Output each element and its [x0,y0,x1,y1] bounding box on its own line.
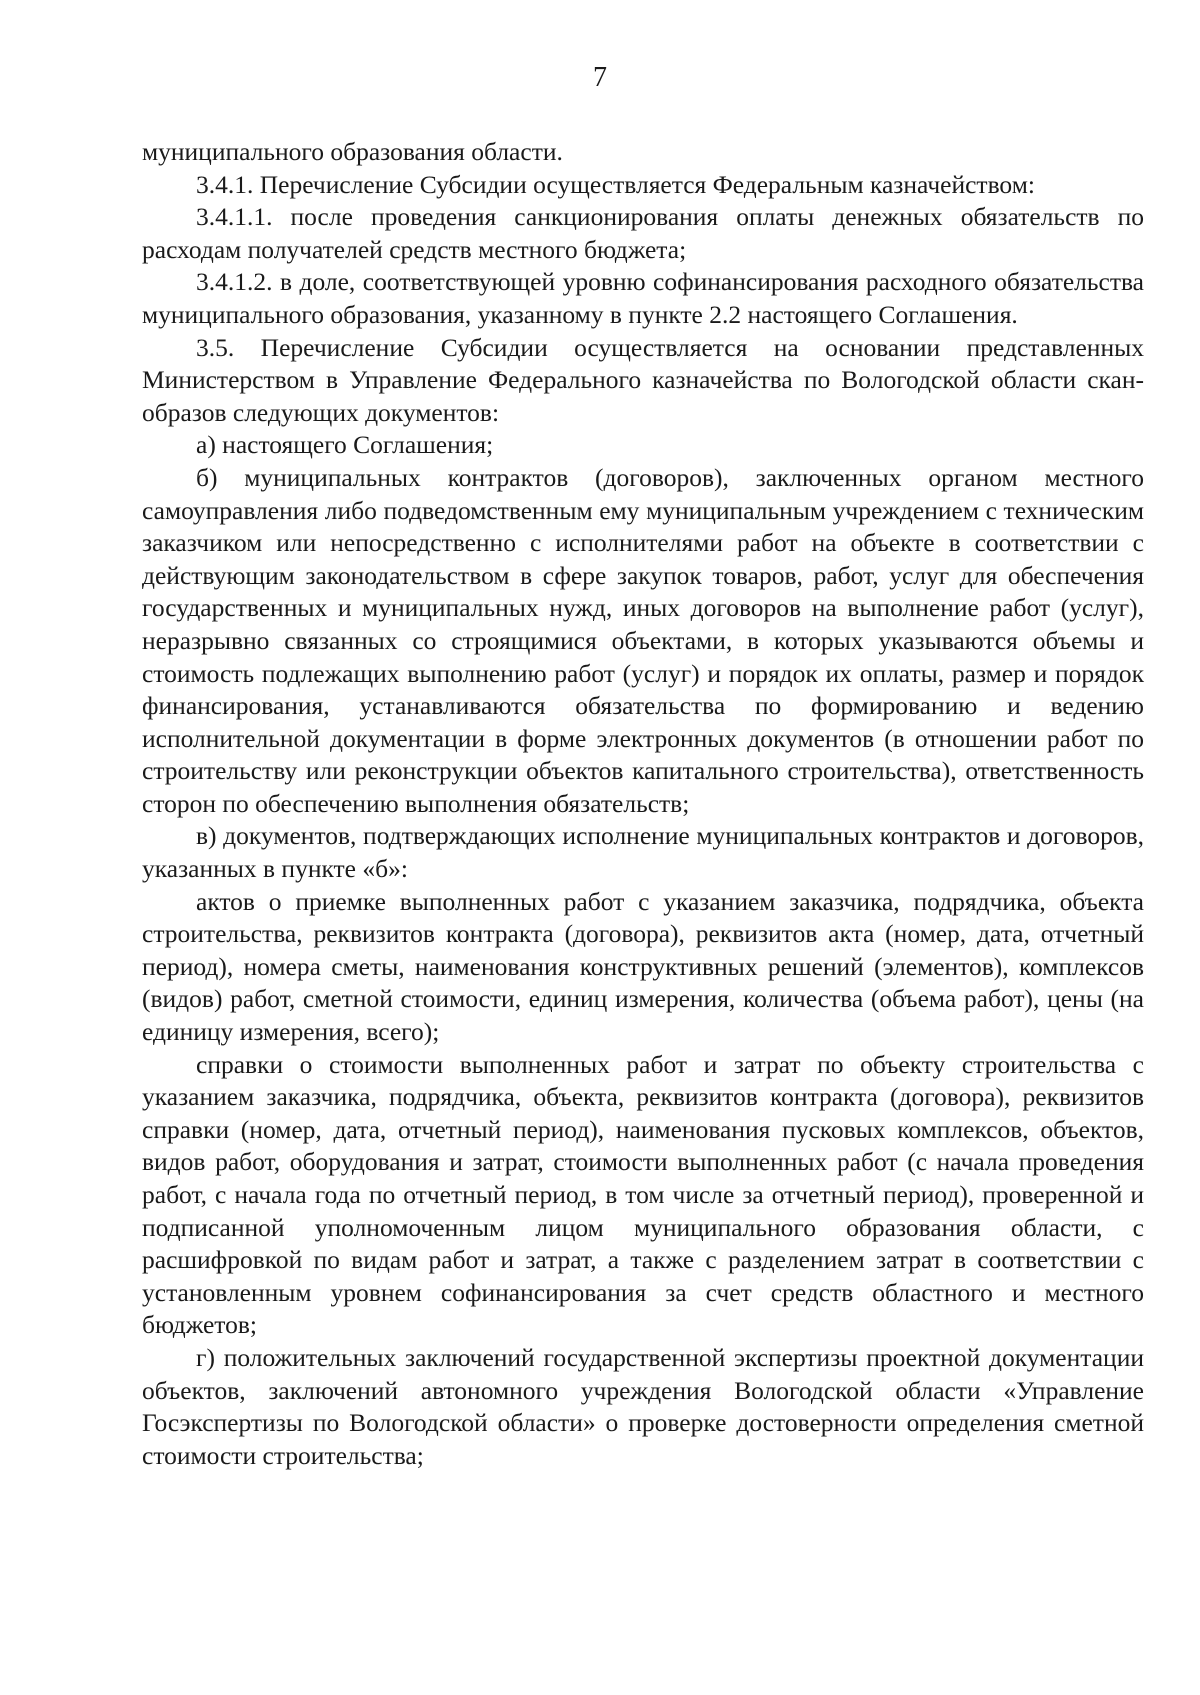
document-body [142,136,1144,1472]
list-item-v: в) документов, подтверждающих исполнение муниципальных контрактов и договоров, указанных в пункте «б»: [142,821,1144,884]
paragraph-3-4-1: 3.4.1. Перечисление Субсидии осуществляется Федеральным казначейством: [196,169,1035,199]
paragraph-3-4-1-1: 3.4.1.1. после проведения санкционирования оплаты денежных обязательств по расходам получателей средств местного бюджета; [142,202,1144,264]
list-item-b: б) муниципальных контрактов (договоров), заключенных органом местного самоуправления либо подведомственным ему муниципальным учреждением с техническим заказчиком или непосредственно с исполнителями работ на объекте в соответствии с действующим законодательством в сфере закупок товаров, работ, услуг для обеспечения государственных и муниципальных нужд, иных договоров на выполнение работ (услуг), неразрывно связанных со строящимися объектами, в которых указываются объемы и стоимость подлежащих выполнению работ (услуг) и порядок их оплаты, размер и порядок финансирования, устанавливаются обязательства по формированию и ведению исполнительной документации в форме электронных документов (в отношении работ по строительству или реконструкции объектов капитального строительства), ответственность сторон по обеспечению выполнения обязательств; [142,462,1144,818]
page-number: 7 [593,62,607,93]
list-item-a: а) настоящего Соглашения; [196,430,494,460]
paragraph-continuation: муниципального образования области. [142,137,563,166]
paragraph-3-5: 3.5. Перечисление Субсидии осуществляется на основании представленных Министерством в Управление Федерального казначейства по Вологодской области скан-образов следующих документов: [142,332,1144,427]
list-item-g: г) положительных заключений государственной экспертизы проектной документации объектов, заключений автономного учреждения Вологодской области «Управление Госэкспертизы по Вологодской области» о проверке достоверности определения сметной стоимости строительства; [142,1342,1144,1470]
paragraph-3-4-1-2: 3.4.1.2. в доле, соответствующей уровню софинансирования расходного обязательства муниципального образования, указанному в пункте 2.2 настоящего Соглашения. [142,267,1144,329]
sub-item-acts: актов о приемке выполненных работ с указанием заказчика, подрядчика, объекта строительства, реквизитов контракта (договора), реквизитов акта (номер, дата, отчетный период), номера сметы, наименования конструктивных решений (элементов), комплексов (видов) работ, сметной стоимости, единиц измерения, количества (объема работ), цены (на единицу измерения, всего); [142,886,1144,1047]
sub-item-certificates: справки о стоимости выполненных работ и затрат по объекту строительства с указанием заказчика, подрядчика, объекта, реквизитов контракта (договора), реквизитов справки (номер, дата, отчетный период), наименования пусковых комплексов, объектов, видов работ, оборудования и затрат, стоимости выполненных работ (с начала проведения работ, с начала года по отчетный период, в том числе за отчетный период), проверенной и подписанной уполномоченным лицом муниципального образования области, с расшифровкой по видам работ и затрат, а также с разделением затрат в соответствии с установленным уровнем софинансирования за счет средств областного и местного бюджетов; [142,1049,1144,1340]
